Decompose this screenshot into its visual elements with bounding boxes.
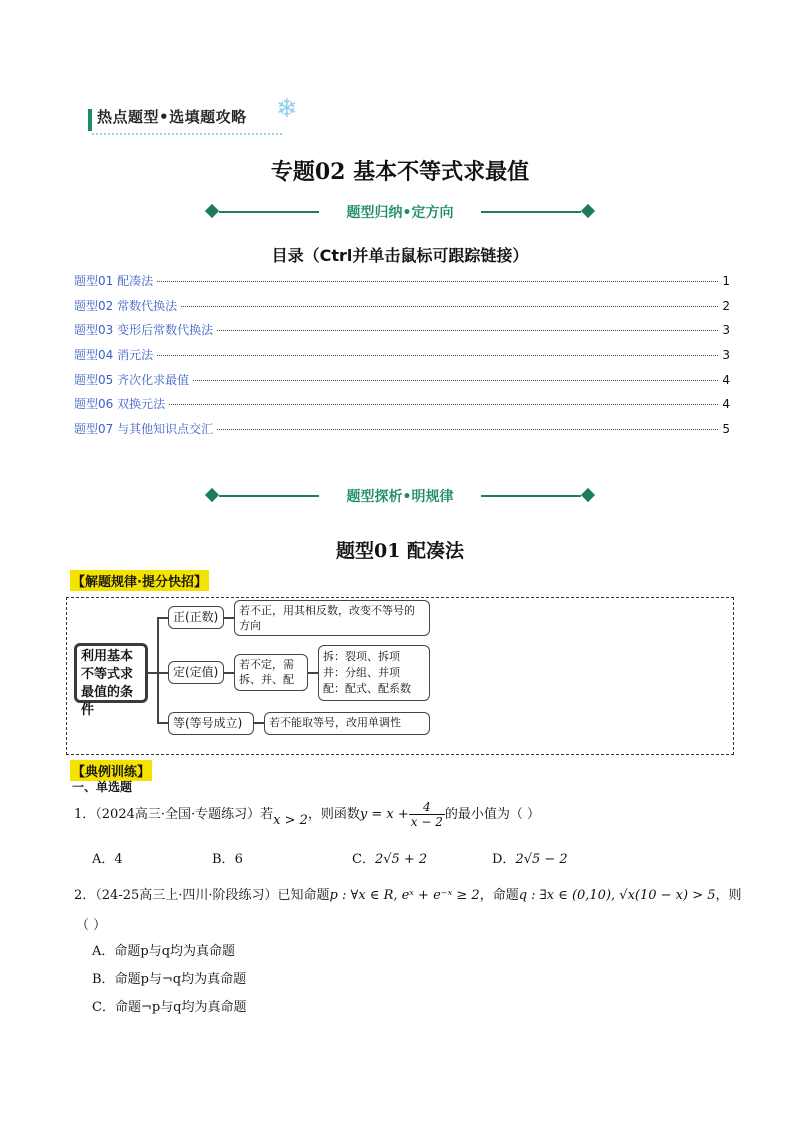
banner-text: 题型归纳•定方向 — [346, 205, 454, 221]
toc-item[interactable] — [74, 346, 730, 371]
question-text: ，命题 — [479, 888, 519, 903]
math-fraction — [409, 800, 445, 829]
math-proposition-p: p : ∀x ∈ R, eˣ + e⁻ˣ ≥ 2 — [329, 888, 480, 903]
diagram-node-positive: 正(正数) — [168, 606, 224, 629]
question-text: ，则函数 — [307, 807, 360, 822]
option-a[interactable]: A．4 — [92, 852, 123, 867]
toc-heading: 目录（Ctrl并单击鼠标可跟踪链接） — [271, 246, 529, 265]
diagram-node-equality: 等(等号成立) — [168, 712, 254, 735]
table-of-contents — [74, 272, 730, 445]
toc-link[interactable]: 题型05 齐次化求最值 — [74, 372, 190, 387]
diamond-icon — [581, 488, 595, 502]
option-b[interactable]: B．6 — [212, 852, 243, 867]
diagram-node-constant: 定(定值) — [168, 661, 224, 684]
option-c[interactable]: C．2√5 + 2 — [352, 852, 428, 867]
question-text: 的最小值为（ ） — [444, 807, 541, 822]
toc-page-number: 4 — [722, 397, 730, 412]
option-a[interactable]: A．命题p与q均为真命题 — [92, 944, 236, 959]
option-b[interactable]: B．命题p与¬q均为真命题 — [92, 972, 247, 987]
page-title: 专题02 基本不等式求最值 — [270, 159, 530, 185]
detail-match: 配：配式、配系数 — [323, 682, 411, 695]
math-proposition-q: q : ∃x ∈ (0,10), √x(10 − x) > 5 — [518, 888, 716, 903]
toc-item[interactable] — [74, 395, 730, 420]
section-title: 题型01 配凑法 — [335, 540, 465, 562]
toc-link[interactable]: 题型04 消元法 — [74, 348, 154, 363]
toc-item[interactable] — [74, 272, 730, 297]
question-source: （24-25高三上·四川·阶段练习）已知命题 — [95, 888, 330, 903]
toc-link[interactable]: 题型03 变形后常数代换法 — [74, 323, 214, 338]
toc-page-number: 4 — [722, 372, 730, 387]
question-2 — [74, 884, 754, 903]
tips-label: 【解题规律·提分快招】 — [70, 570, 209, 591]
toc-link[interactable]: 题型01 配凑法 — [74, 274, 154, 288]
toc-page-number: 1 — [722, 274, 730, 288]
fraction-denominator: x − 2 — [410, 815, 443, 829]
option-c[interactable]: C．命题¬p与q均为真命题 — [92, 1000, 247, 1015]
diagram-detail-list — [318, 645, 430, 701]
question-text: ，则 — [715, 888, 742, 903]
banner-text: 题型探析•明规律 — [346, 489, 454, 505]
option-d[interactable]: D．2√5 − 2 — [492, 852, 568, 867]
toc-page-number: 3 — [722, 323, 730, 338]
diagram-root-node: 利用基本不等式求最值的条件 — [74, 643, 148, 703]
toc-item[interactable] — [74, 321, 730, 346]
question-number: 2． — [74, 888, 96, 903]
detail-merge: 并：分组、并项 — [323, 666, 400, 679]
diamond-icon — [205, 204, 219, 218]
question-source: （2024高三·全国·专题练习）若 — [95, 807, 274, 822]
toc-link[interactable]: 题型06 双换元法 — [74, 397, 166, 412]
detail-split: 拆：裂项、拆项 — [323, 650, 400, 663]
toc-item[interactable] — [74, 297, 730, 322]
snowflake-icon: ❄ — [276, 94, 298, 124]
toc-page-number: 2 — [722, 298, 730, 313]
toc-link[interactable]: 题型02 常数代换法 — [74, 298, 178, 313]
question-number: 1． — [74, 807, 96, 822]
fraction-numerator: 4 — [409, 800, 445, 815]
answer-paren: （ ） — [76, 918, 107, 933]
header-accent-bar — [88, 109, 92, 131]
header-dotted-rule — [92, 133, 282, 135]
math-function: y = x + — [359, 807, 409, 822]
toc-item[interactable] — [74, 371, 730, 396]
toc-link[interactable]: 题型07 与其他知识点交汇 — [74, 422, 214, 437]
toc-page-number: 5 — [722, 422, 730, 437]
toc-item[interactable] — [74, 420, 730, 445]
toc-page-number: 3 — [722, 348, 730, 363]
diamond-icon — [581, 204, 595, 218]
banner-section-analysis — [205, 486, 595, 506]
header-tag: 热点题型•选填题攻略 — [97, 108, 247, 126]
diamond-icon — [205, 488, 219, 502]
question-1 — [74, 800, 734, 829]
diagram-note-equality: 若不能取等号，改用单调性 — [264, 712, 430, 735]
banner-section-toc — [205, 202, 595, 222]
examples-label: 【典例训练】 — [70, 760, 152, 781]
subsection-title: 一、单选题 — [72, 780, 133, 794]
diagram-note-positive: 若不正，用其相反数，改变不等号的方向 — [234, 600, 430, 636]
math-condition: x > 2 — [273, 813, 308, 828]
diagram-note-constant: 若不定，需拆、并、配 — [234, 654, 308, 691]
